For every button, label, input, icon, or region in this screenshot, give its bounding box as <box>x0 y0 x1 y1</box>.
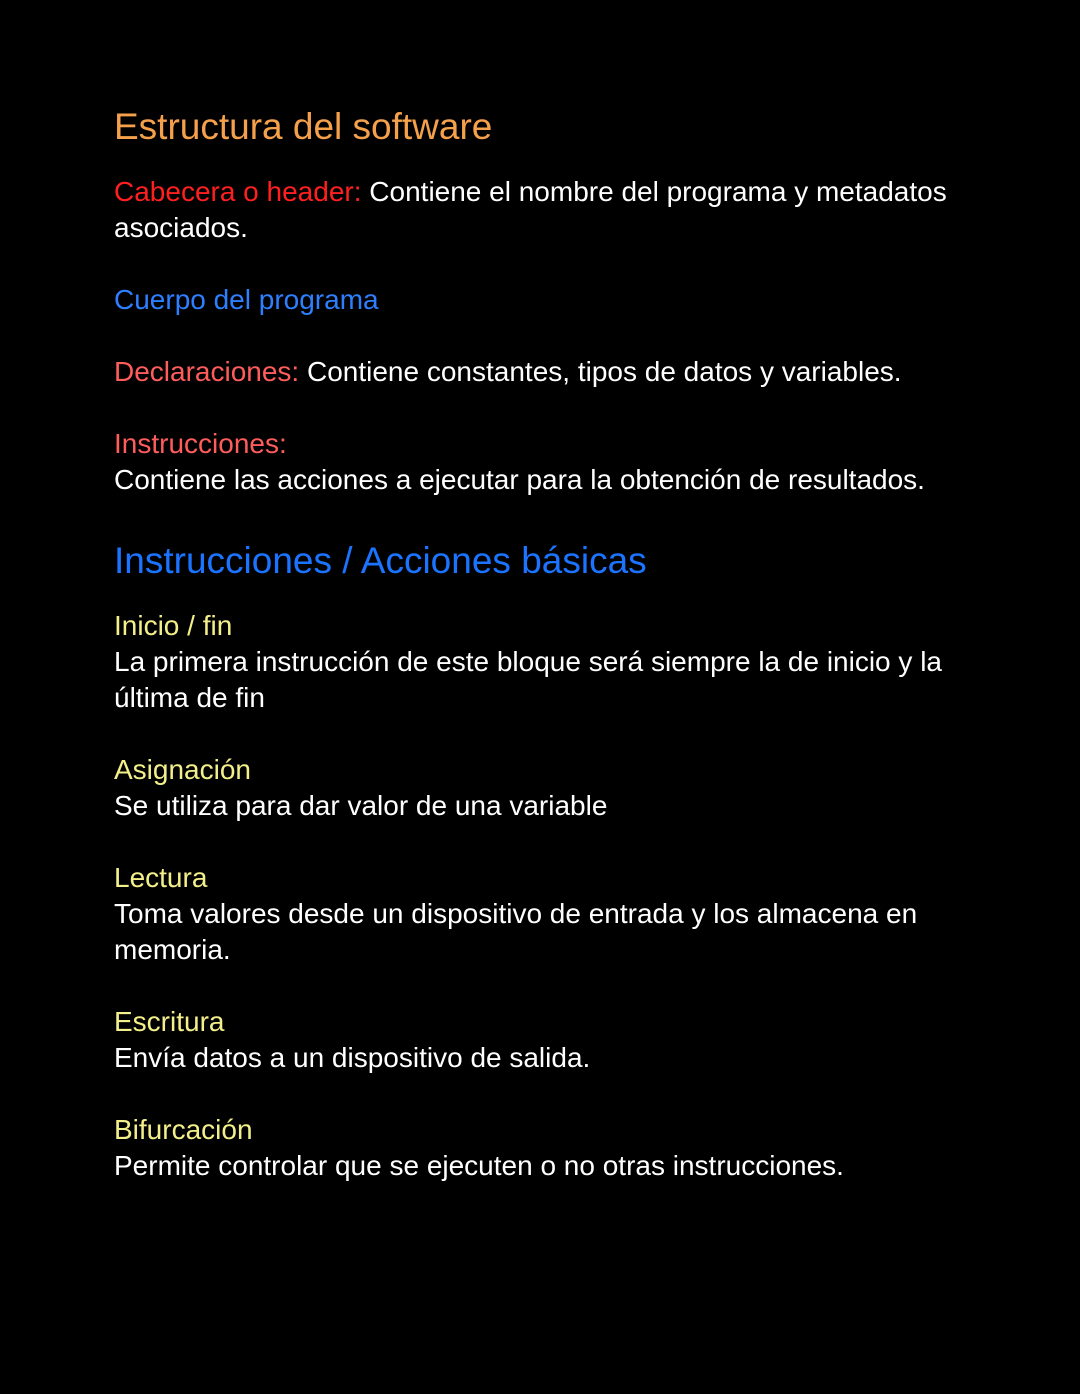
instructions-text: Contiene las acciones a ejecutar para la obtención de resultados. <box>114 464 925 495</box>
list-item <box>114 608 1014 716</box>
header-paragraph <box>114 174 1014 246</box>
item-label-escritura: Escritura <box>114 1006 225 1037</box>
instructions-paragraph <box>114 426 1014 498</box>
item-label-bifurcacion: Bifurcación <box>114 1114 253 1145</box>
section-title-estructura: Estructura del software <box>114 106 493 147</box>
item-label-inicio: Inicio / fin <box>114 610 233 641</box>
section-title-acciones: Instrucciones / Acciones básicas <box>114 540 647 581</box>
list-item <box>114 860 1014 968</box>
header-label: Cabecera o header: <box>114 176 362 207</box>
document-page <box>114 100 1014 1220</box>
item-text-bifurcacion: Permite controlar que se ejecuten o no otras instrucciones. <box>114 1150 844 1181</box>
item-label-lectura: Lectura <box>114 862 208 893</box>
body-label: Cuerpo del programa <box>114 284 379 315</box>
item-text-escritura: Envía datos a un dispositivo de salida. <box>114 1042 591 1073</box>
item-text-asignacion: Se utiliza para dar valor de una variable <box>114 790 608 821</box>
item-label-asignacion: Asignación <box>114 754 251 785</box>
declarations-text: Contiene constantes, tipos de datos y variables. <box>299 356 902 387</box>
item-text-lectura: Toma valores desde un dispositivo de entrada y los almacena en memoria. <box>114 898 918 965</box>
item-text-inicio: La primera instrucción de este bloque será siempre la de inicio y la última de fin <box>114 646 942 713</box>
list-item <box>114 1004 1014 1076</box>
list-item <box>114 752 1014 824</box>
declarations-paragraph <box>114 354 1014 390</box>
instructions-label: Instrucciones: <box>114 428 287 459</box>
declarations-label: Declaraciones: <box>114 356 300 387</box>
list-item <box>114 1112 1014 1184</box>
header-text: Contiene el nombre del programa y metadatos asociados. <box>114 176 947 243</box>
